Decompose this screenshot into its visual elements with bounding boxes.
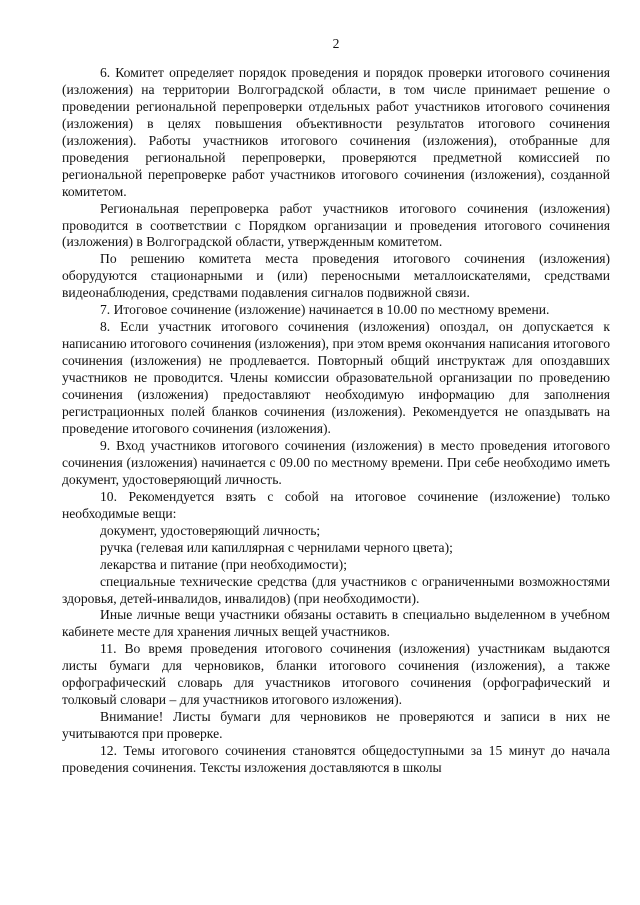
paragraph-8-late-arrival: 8. Если участник итогового сочинения (изложения) опоздал, он допускается к написанию итогового сочинения (изложения), при этом время окончания написания итогового сочинения (изложения) не продлевается. Повторный общий инструктаж для опоздавших участников не проводится. Члены комиссии образовательной организации по проведению сочинения (изложения) предоставляют необходимую информацию для заполнения регистрационных полей бланков сочинения (изложения). Рекомендуется не опаздывать на проведение итогового сочинения (изложения). <box>62 319 610 436</box>
paragraph-attention-drafts: Внимание! Листы бумаги для черновиков не проверяются и записи в них не учитываются при проверке. <box>62 709 610 742</box>
paragraph-9-entry: 9. Вход участников итогового сочинения (изложения) в место проведения итогового сочинения (изложения) начинается с 09.00 по местному времени. При себе необходимо иметь документ, удостоверяющий личность. <box>62 437 610 487</box>
list-item-pen: ручка (гелевая или капиллярная с чернилами черного цвета); <box>100 539 453 555</box>
paragraph-12-topics: 12. Темы итогового сочинения становятся общедоступными за 15 минут до начала проведения сочинения. Тексты изложения доставляются в школы <box>62 743 610 776</box>
paragraph-personal-belongings: Иные личные вещи участники обязаны оставить в специально выделенном в учебном кабинете месте для хранения личных вещей участников. <box>62 607 610 640</box>
list-item-special-equipment: специальные технические средства (для участников с ограниченными возможностями здоровья, детей-инвалидов, инвалидов) (при необходимости). <box>62 573 610 606</box>
list-item-id-document: документ, удостоверяющий личность; <box>100 522 321 538</box>
paragraph-regional-recheck: Региональная перепроверка работ участников итогового сочинения (изложения) проводится в соответствии с Порядком организации и проведения итогового сочинения (изложения) в Волгоградской области, утвержденным комитетом. <box>62 200 610 250</box>
paragraph-10-items-intro: 10. Рекомендуется взять с собой на итоговое сочинение (изложение) только необходимые вещи: <box>62 488 610 521</box>
page-number: 2 <box>332 36 340 51</box>
list-item-medicine-food: лекарства и питание (при необходимости); <box>100 556 347 572</box>
paragraph-11-materials: 11. Во время проведения итогового сочинения (изложения) участникам выдаются листы бумаги для черновиков, бланки итогового сочинения (изложения), а также орфографический словарь для участников итогового сочинения (орфографический и толковый словари – для участников итогового изложения). <box>62 641 610 708</box>
paragraph-7-start-time: 7. Итоговое сочинение (изложение) начинается в 10.00 по местному времени. <box>100 302 550 318</box>
paragraph-equipment: По решению комитета места проведения итогового сочинения (изложения) оборудуются стационарными и (или) переносными металлоискателями, средствами видеонаблюдения, средствами подавления сигналов подвижной связи. <box>62 251 610 301</box>
paragraph-6-regional-check-procedure: 6. Комитет определяет порядок проведения и порядок проверки итогового сочинения (изложения) на территории Волгоградской области, в том числе принимает решение о проведении региональной перепроверки отдельных работ участников итогового сочинения (изложения) в целях повышения объективности результатов итогового сочинения (изложения). Работы участников итогового сочинения (изложения), отобранные для проведения региональной перепроверки, проверяются предметной комиссией по региональной перепроверке работ участников итогового сочинения (изложения), созданной комитетом. <box>62 64 610 199</box>
